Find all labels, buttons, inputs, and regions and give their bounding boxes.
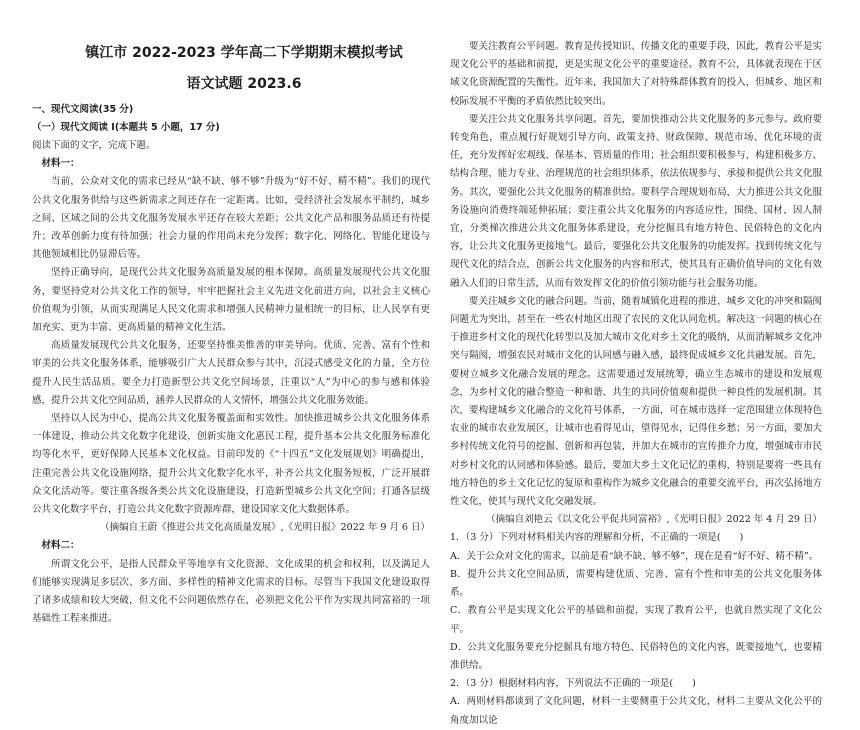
section-sub-heading: （一）现代文阅读 I(本题共 5 小题，17 分): [32, 122, 220, 133]
material-1-paragraph: 当前，公众对文化的需求已经从“缺不缺、够不够”升级为“好不好、精不精”。我们的现代公共文化服务供给与这些新需求之间还存在一定距离。比如，受经济社会发展水平制约，城乡之间、区域之间的公共文化服务发展水平还存在较大差距；公共文化产品和服务品质还有待提升；改革创新力度有待加强；社会力量的作用尚未充分发挥；数字化、网络化、智能化建设与其他领域相比仍显滞后等。: [32, 176, 430, 261]
material-2-source: （摘编自刘艳云《以文化公平促共同富裕》,《光明日报》2022 年 4 月 29 日）: [486, 514, 822, 526]
exam-title: 镇江市 2022-2023 学年高二下学期期末模拟考试: [85, 45, 403, 61]
material-2-paragraph: 所谓文化公平，是指人民群众平等地享有文化资源、文化成果的机会和权利，以及满足人们能够实现满足多层次、多方面、多样性的精神文化需求的目标。尽管当下我国文化建设取得了诸多成绩和较大突破，但文化不公问题依然存在，必须把文化公平作为实现共同富裕的一项基础性工程来推进。: [32, 558, 430, 625]
section-heading: 一、现代文阅读(35 分): [32, 104, 134, 115]
left-column: [32, 0, 430, 628]
material-1-source: （摘编自王蔚《推进公共文化高质量发展》,《光明日报》2022 年 9 月 6 日）: [100, 522, 430, 534]
material-2-label: 材料二：: [41, 540, 80, 552]
question-1-option-a: A．关于公众对文化的需求，以前是看“缺不缺、够不够”，现在是看“好不好、精不精”。: [450, 550, 819, 562]
material-2-paragraph: 要关注教育公平问题。教育是传授知识、传播文化的重要手段，因此，教育公平是实现文化公平的基础和前提，更是实现文化公平的重要途径。教育不公，具体就表现在于区域文化资源配置的失衡性。近年来，我国加大了对特殊群体教育的投入，但城乡、地区和校际发展不平衡的矛盾依然比较突出。: [450, 41, 822, 107]
question-1-option-b: B．提升公共文化空间品质，需要构建优质、完善、富有个性和审美的公共文化服务体系。: [450, 568, 822, 599]
question-1-stem: 1．（3 分）下列对材料相关内容的理解和分析，不正确的一项是( ): [450, 532, 744, 544]
material-1-label: 材料一：: [41, 158, 80, 170]
question-2-option-a: A．两则材料都谈到了文化问题，材料一主要侧重于公共文化，材料二主要从文化公平的角度加以论: [450, 696, 822, 726]
question-2-stem: 2．（3 分）根据材料内容，下列说法不正确的一项是( ): [450, 678, 696, 690]
material-2-paragraph: 要关注城乡文化的融合问题。当前，随着城镇化进程的推进，城乡文化的冲突和隔阂问题尤为突出，甚至在一些农村地区出现了农民的文化认同危机。解决这一问题的核心在于推进乡村文化的现代化转型以及加大城市文化对乡土文化的吸纳，从而消解城乡文化冲突与隔阂，增强农民对城市文化的认同感与融入感，最终促成城乡文化共融发展。首先，要树立城乡文化融合发展的理念。这需要通过发展统筹，确立生态城市的建设和发展观念，为乡村文化的融合整造一种和谐、共生的共同价值观和提供一种良性的发展机制。其次，要构建城乡文化融合的文化符号体系，一方面，可在城市选择一定范围建立体现特色农业的城市农业发展区，让城市也看得见山，望得见水，记得住乡愁；另一方面，要加大乡村传统文化符号的挖掘、创新和再包装，并加大在城市的宣传推介力度，增强城市市民对乡村文化的认同感和体验感。最后，要加大乡土文化记忆的重构，特别是要将一些具有地方特色的乡土文化记忆的复原和重构作为城乡文化融合的重要交流平台，再次弘扬地方性文化，使其与现代文化交融发展。: [450, 295, 822, 508]
material-1-paragraph: 坚持以人民为中心，提高公共文化服务覆盖面和实效性。加快推进城乡公共文化服务体系一体建设，推动公共文化数字化建设，创新实施文化惠民工程，提升基本公共文化服务标准化均等化水平，更好保障人民基本文化权益。目前印发的《“十四五”文化发展规划》明确提出，注重完善公共文化设施网络，提升公共文化数字化水平，补齐公共文化服务短板，广泛开展群众文化活动等。要注重各级各类公共文化设施建设，打造新型城乡公共文化空间；打通各层级公共文化数字平台，打造公共文化数字资源库群，建设国家文化大数据体系。: [32, 413, 430, 516]
material-2-paragraph: 要关注公共文化服务共享问题。首先，要加快推动公共文化服务的多元参与。政府要转变角色，重点履行好规划引导方向、政策支持、财政保障、规范市场、优化环境的责任，充分发挥好宏观线、保基本、管质量的作用；社会组织要积极参与，构建积极多方、结构合理、能力专业、治理规范的社会组织体系，依法依规参与、承接和提供公共文化服务。其次，要强化公共文化服务的精准供给。要科学合理规划布局，大力推进公共文化服务设施向消费终端延伸拓展；要注重公共文化服务的内容适应性，围绕、国材、因人制宜，分类梯次推进公共文化服务体系建设，充分挖掘具有地方特色、民俗特色的文化内容，让公共文化服务更接地气。最后，要强化公共文化服务的功能发挥。找到传统文化与现代文化的结合点，创新公共文化服务的内容和形式，使其具有正确价值导向的文化有效融入人们的日常生活，从而有效发挥文化的价值引领功能与社会服务功能。: [450, 113, 822, 289]
material-1-paragraph: 高质量发展现代公共文化服务，还要坚持惟美惟善的审美导向。优质、完善、富有个性和审美的公共文化服务体系，能够吸引广大人民群众参与其中，沉浸式感受文化的力量，全方位提升人民生活品质。要全力打造新型公共文化空间场景，注重以“人”为中心的参与感和体验感，提升公共文化空间品质，涵养人民群众的人文情怀，增强公共文化服务效能。: [32, 340, 430, 406]
exam-subtitle: 语文试题 2023.6: [186, 76, 302, 92]
material-1-paragraph: 坚持正确导向，是现代公共文化服务高质量发展的根本保障。高质量发展现代公共文化服务，要坚持党对公共文化工作的领导，牢牢把握社会主义先进文化前进方向，以社会主义核心价值观为引领，从而实现满足人民文化需求和增强人民精神力量相统一的目标，让人民享有更加充实、更为丰富、更高质量的精神文化生活。: [32, 267, 430, 334]
instruction: 阅读下面的文字，完成下题。: [32, 140, 156, 151]
question-1-option-c: C．教育公平是实现文化公平的基础和前提，实现了教育公平，也就自然实现了文化公平。: [450, 605, 822, 635]
question-1-option-d: D．公共文化服务要充分挖掘具有地方特色、民俗特色的文化内容，既要接地气，也要精准供给。: [450, 641, 822, 671]
right-column: [450, 38, 822, 730]
